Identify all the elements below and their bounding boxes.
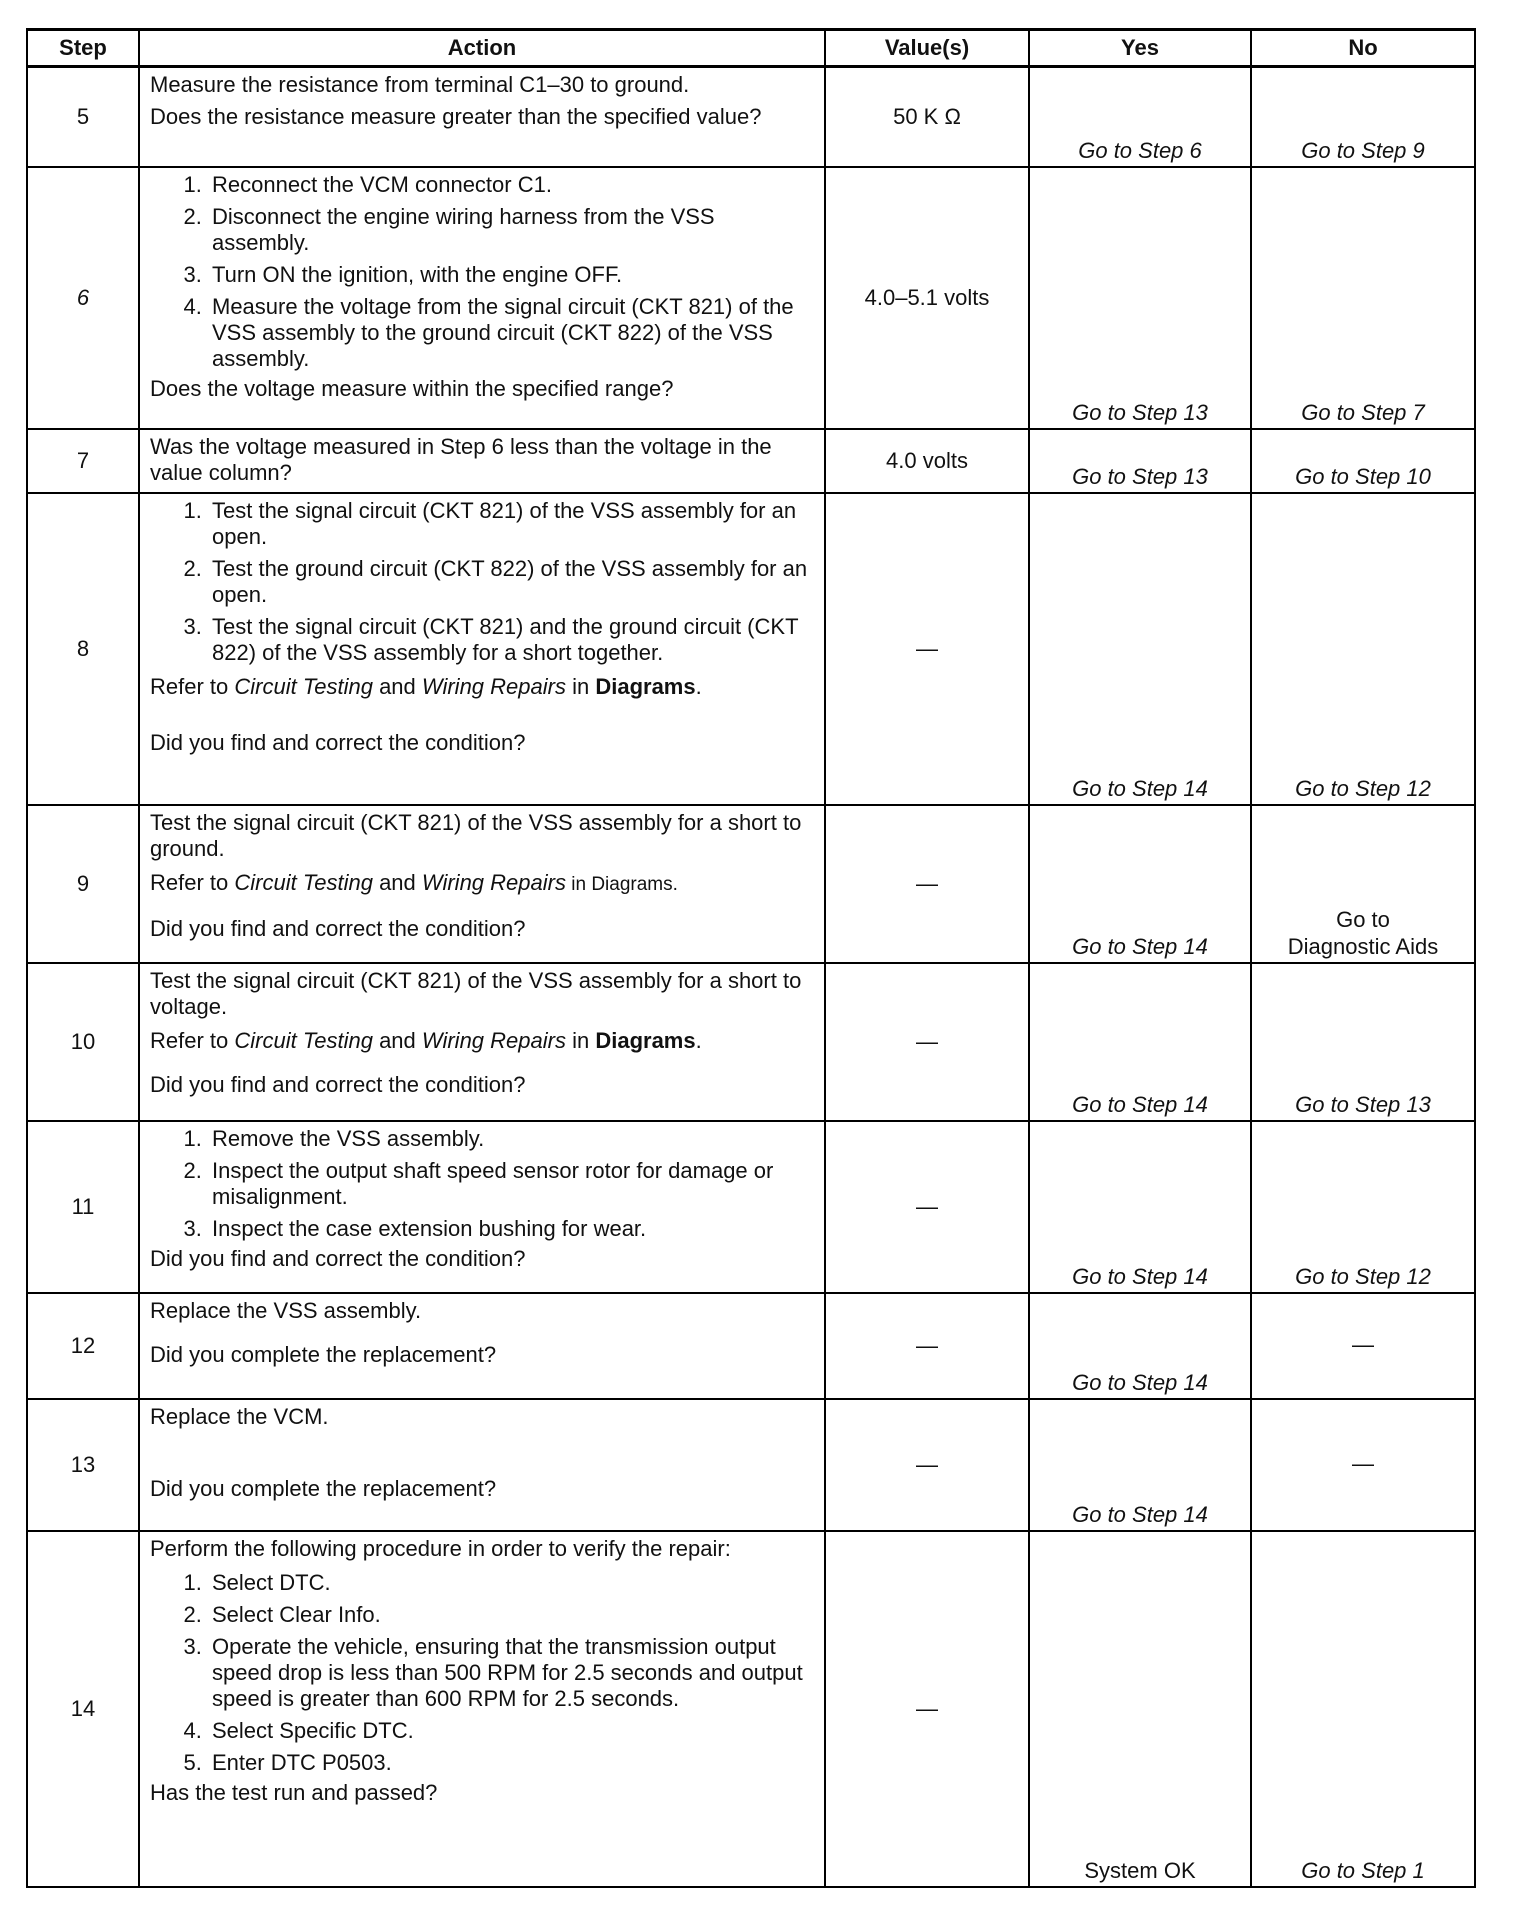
action-question: Did you complete the replacement? — [150, 1475, 497, 1501]
no-cell: Go to Step 7 — [1251, 167, 1475, 429]
table-row — [27, 1293, 1475, 1399]
refer-text: Refer to Circuit Testing and Wiring Repairs in Diagrams. — [150, 869, 678, 895]
header-action: Action — [139, 30, 825, 67]
action-text: Measure the resistance from terminal C1–30 to ground. — [150, 72, 690, 97]
no-cell: Go to Step 12 — [1251, 1121, 1475, 1293]
table-row — [27, 167, 1475, 429]
step-number: 7 — [27, 429, 139, 493]
action-text: Test the signal circuit (CKT 821) of the VSS assembly for a short to voltage. — [150, 967, 802, 1019]
value-cell: 4.0–5.1 volts — [825, 167, 1029, 429]
no-cell: Go to Step 10 — [1251, 429, 1475, 493]
action-cell — [139, 1293, 825, 1399]
diagnostic-table — [26, 28, 1476, 1888]
value-cell: — — [825, 1399, 1029, 1531]
action-question: Did you find and correct the condition? — [150, 729, 526, 755]
step-number: 6 — [27, 167, 139, 429]
yes-cell: Go to Step 14 — [1029, 1121, 1251, 1293]
no-cell: Go to Step 13 — [1251, 963, 1475, 1121]
table-row — [27, 963, 1475, 1121]
value-cell: — — [825, 805, 1029, 963]
list-item: 1. Remove the VSS assembly. — [208, 1126, 814, 1152]
list-item: 5. Enter DTC P0503. — [208, 1750, 814, 1776]
step-number: 13 — [27, 1399, 139, 1531]
table-row — [27, 1121, 1475, 1293]
table-row — [27, 805, 1475, 963]
value-cell: — — [825, 963, 1029, 1121]
list-item: 1. Select DTC. — [208, 1570, 814, 1596]
refer-text: Refer to Circuit Testing and Wiring Repairs in Diagrams. — [150, 673, 702, 699]
action-text: Replace the VSS assembly. — [150, 1297, 422, 1323]
step-number: 12 — [27, 1293, 139, 1399]
list-item: 4. Select Specific DTC. — [208, 1718, 814, 1744]
action-list — [150, 498, 814, 666]
action-cell — [139, 429, 825, 493]
list-item: 3. Test the signal circuit (CKT 821) and the ground circuit (CKT 822) of the VSS assembly for a short together. — [208, 614, 814, 666]
action-question: Did you find and correct the condition? — [150, 915, 526, 941]
header-step: Step — [27, 30, 139, 67]
yes-cell: System OK — [1029, 1531, 1251, 1887]
header-values: Value(s) — [825, 30, 1029, 67]
refer-text: Refer to Circuit Testing and Wiring Repairs in Diagrams. — [150, 1027, 702, 1053]
value-cell: — — [825, 493, 1029, 805]
action-question: Does the resistance measure greater than the specified value? — [150, 104, 762, 129]
list-item: 3. Inspect the case extension bushing for wear. — [208, 1216, 814, 1242]
table-row — [27, 429, 1475, 493]
action-text: Test the signal circuit (CKT 821) of the VSS assembly for a short to ground. — [150, 809, 802, 861]
action-cell — [139, 67, 825, 167]
action-question: Did you find and correct the condition? — [150, 1071, 526, 1097]
step-number: 9 — [27, 805, 139, 963]
list-item: 2. Disconnect the engine wiring harness from the VSS assembly. — [208, 204, 814, 256]
action-list — [150, 1126, 814, 1242]
action-cell — [139, 805, 825, 963]
yes-cell: Go to Step 14 — [1029, 1293, 1251, 1399]
table-row — [27, 1531, 1475, 1887]
list-item: 2. Select Clear Info. — [208, 1602, 814, 1628]
action-list — [150, 1570, 814, 1776]
action-text: Replace the VCM. — [150, 1403, 329, 1429]
no-cell: Go to Step 1 — [1251, 1531, 1475, 1887]
value-cell: — — [825, 1293, 1029, 1399]
action-cell — [139, 1399, 825, 1531]
value-cell: 4.0 volts — [825, 429, 1029, 493]
yes-cell: Go to Step 6 — [1029, 67, 1251, 167]
action-text: Perform the following procedure in order to verify the repair: — [150, 1535, 731, 1561]
table-row — [27, 493, 1475, 805]
action-question: Did you find and correct the condition? — [150, 1245, 526, 1271]
value-cell: — — [825, 1531, 1029, 1887]
step-number: 8 — [27, 493, 139, 805]
header-row — [27, 30, 1475, 67]
list-item: 1. Reconnect the VCM connector C1. — [208, 172, 814, 198]
list-item: 3. Turn ON the ignition, with the engine OFF. — [208, 262, 814, 288]
action-list — [150, 172, 814, 372]
action-question: Does the voltage measure within the specified range? — [150, 375, 674, 401]
list-item: 2. Inspect the output shaft speed sensor rotor for damage or misalignment. — [208, 1158, 814, 1210]
yes-cell: Go to Step 13 — [1029, 167, 1251, 429]
yes-cell: Go to Step 13 — [1029, 429, 1251, 493]
list-item: 2. Test the ground circuit (CKT 822) of the VSS assembly for an open. — [208, 556, 814, 608]
action-question: Did you complete the replacement? — [150, 1341, 497, 1367]
yes-cell: Go to Step 14 — [1029, 493, 1251, 805]
yes-cell: Go to Step 14 — [1029, 805, 1251, 963]
step-number: 14 — [27, 1531, 139, 1887]
action-cell — [139, 963, 825, 1121]
header-yes: Yes — [1029, 30, 1251, 67]
list-item: 1. Test the signal circuit (CKT 821) of the VSS assembly for an open. — [208, 498, 814, 550]
yes-cell: Go to Step 14 — [1029, 1399, 1251, 1531]
table-row — [27, 1399, 1475, 1531]
table-row — [27, 67, 1475, 167]
value-cell: 50 K Ω — [825, 67, 1029, 167]
step-number: 5 — [27, 67, 139, 167]
list-item: 4. Measure the voltage from the signal circuit (CKT 821) of the VSS assembly to the ground circuit (CKT 822) of the VSS assembly. — [208, 294, 814, 372]
action-cell — [139, 167, 825, 429]
step-number: 10 — [27, 963, 139, 1121]
no-cell — [1251, 805, 1475, 963]
step-number: 11 — [27, 1121, 139, 1293]
list-item: 3. Operate the vehicle, ensuring that the transmission output speed drop is less than 500 RPM for 2.5 seconds and output speed is greater than 600 RPM for 2.5 seconds. — [208, 1634, 814, 1712]
no-cell: — — [1251, 1293, 1475, 1399]
yes-cell: Go to Step 14 — [1029, 963, 1251, 1121]
action-cell — [139, 1121, 825, 1293]
no-cell: Go to Step 9 — [1251, 67, 1475, 167]
no-cell: — — [1251, 1399, 1475, 1531]
action-cell — [139, 493, 825, 805]
action-question: Has the test run and passed? — [150, 1779, 438, 1805]
no-line: Go to — [1336, 906, 1390, 932]
action-question: Was the voltage measured in Step 6 less than the voltage in the value column? — [150, 433, 772, 485]
no-cell: Go to Step 12 — [1251, 493, 1475, 805]
value-cell: — — [825, 1121, 1029, 1293]
action-cell — [139, 1531, 825, 1887]
no-line: Diagnostic Aids — [1287, 933, 1439, 959]
header-no: No — [1251, 30, 1475, 67]
